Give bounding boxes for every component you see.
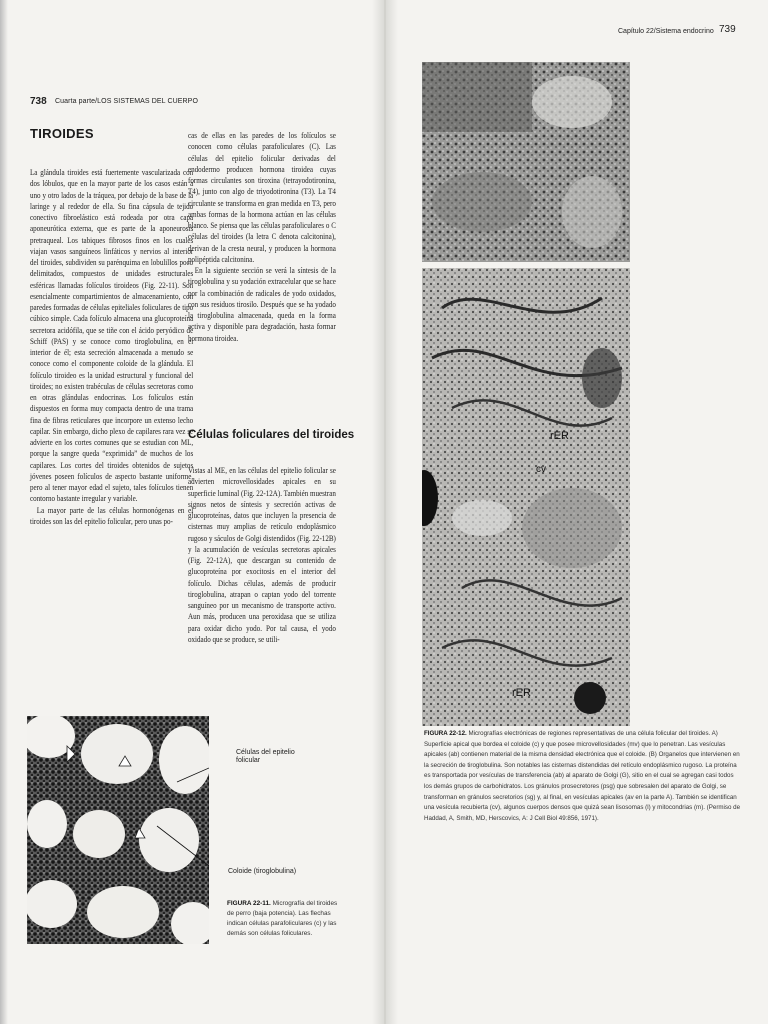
caption-text: Micrografías electrónicas de regiones representativas de una célula folicular del tiroides. A) Superficie apical que bordea el coloide (c) y que posee microvellosidades (mv) que lo penetran. Las vesículas apicales (ab) contienen material de la misma densidad electrónica que el coloide. (B) Organelos que intervienen en la secreción de tiroglobulina. Son notables las cisternas distendidas del retículo endoplásmico rugoso. La proteína es transportada por vesículas de transferencia (ab) al aparato de Golgi (G), sitio en el cual se agregan casi todos los demás grupos de carbohidratos. Los gránulos prosecretores (psg) que sobresalen del aparato de Golgi, se transforman en gránulos secretorios (sg) y, al final, en vesículas apicales (av en la parte A). También se identifican una vesícula recubierta (cv), algunos cuerpos densos que quizá sean lisosomas (l) y mitocondrias (m). (Permiso de Haddad, A, Smith, MD, Herscovics, A: J Cell Biol 49:856, 1971). <box>424 730 741 822</box>
thyroid-micrograph-image <box>27 716 209 944</box>
paragraph: cas de ellas en las paredes de los folículos se conocen como células parafoliculares (C). Las células del epitelio folicular derivadas del endodermo producen hormona tiroidea cuyas formas circulantes son tiroxina (tetrayodotironina, T4), junto con algo de triyodotironina (T3). La T4 circulante se transforma en gran medida en T3, pero ambas formas de la hormona actúan en las células blanco. Se piensa que las células parafoliculares o C células del tiroides (la letra C denota calcitonina), derivan de la cresta neural, y producen la hormona polipéptida calcitonina. <box>188 131 336 264</box>
em-micrograph-a-image <box>422 62 630 262</box>
em-micrograph-b-image <box>422 268 630 726</box>
section-heading-tiroides: TIROIDES <box>30 126 94 141</box>
em-label-rer-top: rER <box>550 430 569 442</box>
right-column-text <box>188 130 336 344</box>
figure-22-12-caption <box>424 729 742 824</box>
label-epitelio: Células del epitelio folicular <box>236 749 295 764</box>
book-gutter <box>372 0 398 1024</box>
em-micrograph-b <box>422 268 630 726</box>
em-label-cv: cv <box>536 464 546 475</box>
right-page-number: 739 <box>719 24 736 35</box>
label-coloide: Coloide (tiroglobulina) <box>228 868 297 875</box>
left-page-number: 738 <box>30 96 47 107</box>
figure-22-11-caption <box>227 899 339 939</box>
thyroid-micrograph-figure <box>27 716 209 944</box>
left-running-head: Cuarta parte/LOS SISTEMAS DEL CUERPO <box>55 98 198 105</box>
right-running-head: Capítulo 22/Sistema endocrino <box>618 28 714 35</box>
subsection-heading-celulas: Células foliculares del tiroides <box>188 429 355 441</box>
em-micrograph-a <box>422 62 630 262</box>
left-column-text <box>30 167 193 527</box>
paragraph: La mayor parte de las células hormonógenas en el tiroides son las del epitelio folicular, pero unas po- <box>30 505 194 526</box>
paragraph: En la siguiente sección se verá la síntesis de la tiroglobulina y su yodación extracelular que se hace por la combinación de radicales de yodo oxidados, con sus residuos tirosilo. Después que se ha yodado la tiroglobulina almacenada, queda en la forma activa y disponible para degradación, hasta formar hormona tiroidea. <box>188 266 336 343</box>
em-label-rer-bottom: rER <box>512 687 531 699</box>
paragraph: La glándula tiroides está fuertemente vascularizada con dos lóbulos, que en la mayor parte de los casos están a uno y otro lados de la tráquea, por debajo de la base de la laringe y al rededor de ella. Su fina cápsula de tejido conectivo fibroelástico está rodeada por otra capa aponeurótica externa, que es parte de la aponeurosis pretraqueal. Los tabiques fibrosos finos en los cuales viajan vasos sanguíneos linfáticos y nervios al interior del tiroides, subdividen su parénquima en lobulillos poco delimitados, compuestos de unidades estructurales esféricas llamadas folículos tiroideos (Fig. 22-11). Son esencialmente compartimientos de almacenamiento, con paredes formadas de células epiteliales foliculares de tipo cúbico simple. Cada folículo almacena una glucoproteína secretora acidófila, que se tiñe con el ácido peryódico de Schiff (PAS) y se conoce como tiroglobulina, en el interior de él; esta secreción almacenada a menudo se conoce como el componente coloide de la glándula. El folículo tiroideo es la unidad estructural y funcional del tiroides; no existen trabéculas de células secretoras como en otras glándulas endocrinas. Los folículos están dispuestos en forma muy compacta dentro de una trama fina de fibras reticulares que incorpore un extenso lecho capilar. Sin embargo, dicho plexo de capilares rara vez se advierte en los cortes comunes que se estudian con ML, porque la sangre queda “exprimida” de muchos de los capilares. Los cortes del tiroides obtenidos de sujetos jóvenes poseen folículos de aspecto bastante uniforme, pero al tener mayor edad el sujeto, tales folículos tienen contorno bastante irregular y variable. <box>30 168 194 504</box>
figure-label: FIGURA 22-12. <box>424 730 467 737</box>
caption-text: Micrografía del tiroides de perro (baja potencia). Las flechas indican células parafoliculares (c) y las demás son células foliculares. <box>227 900 338 937</box>
page-edge-shadow <box>0 0 8 1024</box>
paragraph: Vistas al ME, en las células del epitelio folicular se advierten microvellosidades apicales en su superficie luminal (Fig. 22-12A). También muestran signos netos de síntesis y secreción activas de glucoproteínas, datos que incluyen la presencia de cisternas muy amplias de retículo endoplásmico rugoso y sáculos de Golgi distendidos (Fig. 22-12B) y la acumulación de vesículas secretoras apicales (Fig. 22-12A), que descargan su contenido de glucoproteína por exocitosis en el interior del folículo. Dichas células, además de producir tiroglobulina, atrapan o captan yodo del torrente sanguíneo por un mecanismo de transporte activo. Aun más, producen una peroxidasa que se utiliza para oxidar dicho yodo. Por tal causa, el yodo oxidado que se produce, se utili- <box>188 466 336 644</box>
figure-label: FIGURA 22-11. <box>227 900 271 907</box>
right-column-text-2 <box>188 465 336 645</box>
